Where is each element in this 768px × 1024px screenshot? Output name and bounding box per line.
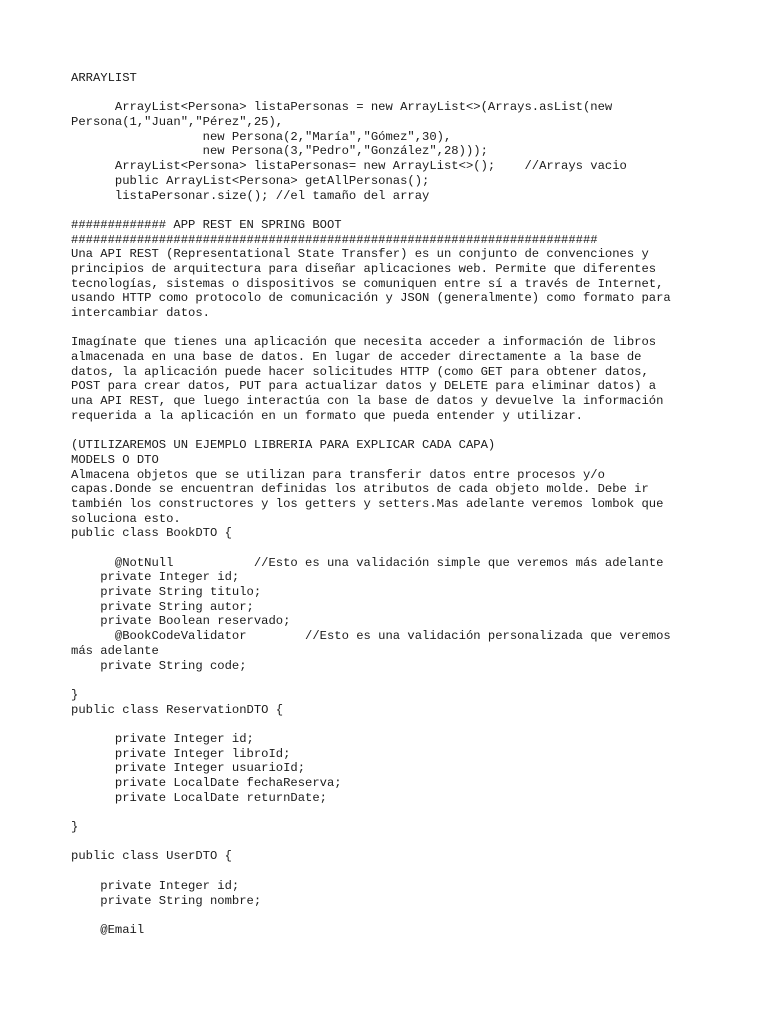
text-line: [71, 86, 711, 101]
text-line: más adelante: [71, 643, 159, 658]
text-line: public class UserDTO {: [71, 849, 232, 864]
text-line: ############# APP REST EN SPRING BOOT: [71, 217, 342, 232]
text-line: ARRAYLIST: [71, 71, 137, 85]
text-line: requerida a la aplicación en un formato que pueda entender y utilizar.: [71, 408, 583, 423]
text-line: private String autor;: [71, 599, 254, 614]
text-line: POST para crear datos, PUT para actualizar datos y DELETE para eliminar datos) a: [71, 379, 657, 394]
text-line: private String code;: [71, 658, 247, 673]
text-line: private Integer id;: [71, 878, 240, 893]
text-line: MODELS O DTO: [71, 452, 159, 467]
text-line: (UTILIZAREMOS UN EJEMPLO LIBRERIA PARA EXPLICAR CADA CAPA): [71, 438, 496, 453]
text-line: Una API REST (Representational State Transfer) es un conjunto de convenciones y: [71, 247, 649, 262]
text-line: private String titulo;: [71, 585, 262, 600]
text-line: también los constructores y los getters y setters.Mas adelante veremos lombok que: [71, 496, 664, 511]
text-line: [71, 805, 711, 820]
document-page: [71, 71, 711, 938]
text-line: ArrayList<Persona> listaPersonas= new ArrayList<>(); //Arrays vacio: [71, 159, 627, 174]
text-line: public ArrayList<Persona> getAllPersonas();: [71, 173, 430, 188]
text-line: [71, 321, 711, 336]
text-line: }: [71, 820, 79, 835]
text-line: private Boolean reservado;: [71, 614, 291, 629]
text-line: new Persona(3,"Pedro","González",28)));: [71, 144, 488, 159]
text-line: intercambiar datos.: [71, 306, 210, 320]
text-line: @NotNull //Esto es una validación simple que veremos más adelante: [71, 555, 664, 570]
text-line: private Integer id;: [71, 731, 254, 746]
text-line: public class BookDTO {: [71, 526, 232, 541]
text-line: soluciona esto.: [71, 511, 181, 526]
text-line: [71, 717, 711, 732]
text-line: ArrayList<Persona> listaPersonas = new ArrayList<>(Arrays.asList(new: [71, 100, 613, 115]
text-line: private Integer usuarioId;: [71, 761, 306, 776]
text-line: private Integer libroId;: [71, 746, 291, 761]
text-line: Persona(1,"Juan","Pérez",25),: [71, 115, 284, 130]
text-line: private LocalDate returnDate;: [71, 790, 327, 805]
text-line: [71, 835, 711, 850]
text-line: }: [71, 687, 79, 702]
text-line: tecnologías, sistemas o dispositivos se comuniquen entre sí a través de Internet,: [71, 276, 664, 291]
text-line: principios de arquitectura para diseñar aplicaciones web. Permite que diferentes: [71, 261, 657, 276]
text-line: una API REST, que luego interactúa con la base de datos y devuelve la información: [71, 394, 664, 409]
text-line: new Persona(2,"María","Gómez",30),: [71, 129, 452, 144]
text-line: usando HTTP como protocolo de comunicación y JSON (generalmente) como formato para: [71, 291, 671, 306]
text-line: Imagínate que tienes una aplicación que necesita acceder a información de libros: [71, 335, 657, 350]
text-line: [71, 541, 711, 556]
text-line: @BookCodeValidator //Esto es una validación personalizada que veremos: [71, 629, 671, 644]
text-line: [71, 203, 711, 218]
text-line: [71, 424, 711, 439]
text-line: [71, 673, 711, 688]
text-line: almacenada en una base de datos. En lugar de acceder directamente a la base de: [71, 350, 642, 365]
text-line: private Integer id;: [71, 570, 240, 585]
text-line: ########################################################################: [71, 232, 598, 247]
text-line: [71, 864, 711, 879]
text-line: private LocalDate fechaReserva;: [71, 776, 342, 790]
text-line: public class ReservationDTO {: [71, 702, 284, 717]
text-line: Almacena objetos que se utilizan para transferir datos entre procesos y/o: [71, 467, 605, 482]
text-line: private String nombre;: [71, 893, 262, 908]
text-line: capas.Donde se encuentran definidas los atributos de cada objeto molde. Debe ir: [71, 482, 649, 497]
text-line: @Email: [71, 922, 145, 937]
text-line: [71, 908, 711, 923]
text-line: datos, la aplicación puede hacer solicitudes HTTP (como GET para obtener datos,: [71, 364, 649, 379]
text-line: listaPersonar.size(); //el tamaño del array: [71, 188, 430, 203]
